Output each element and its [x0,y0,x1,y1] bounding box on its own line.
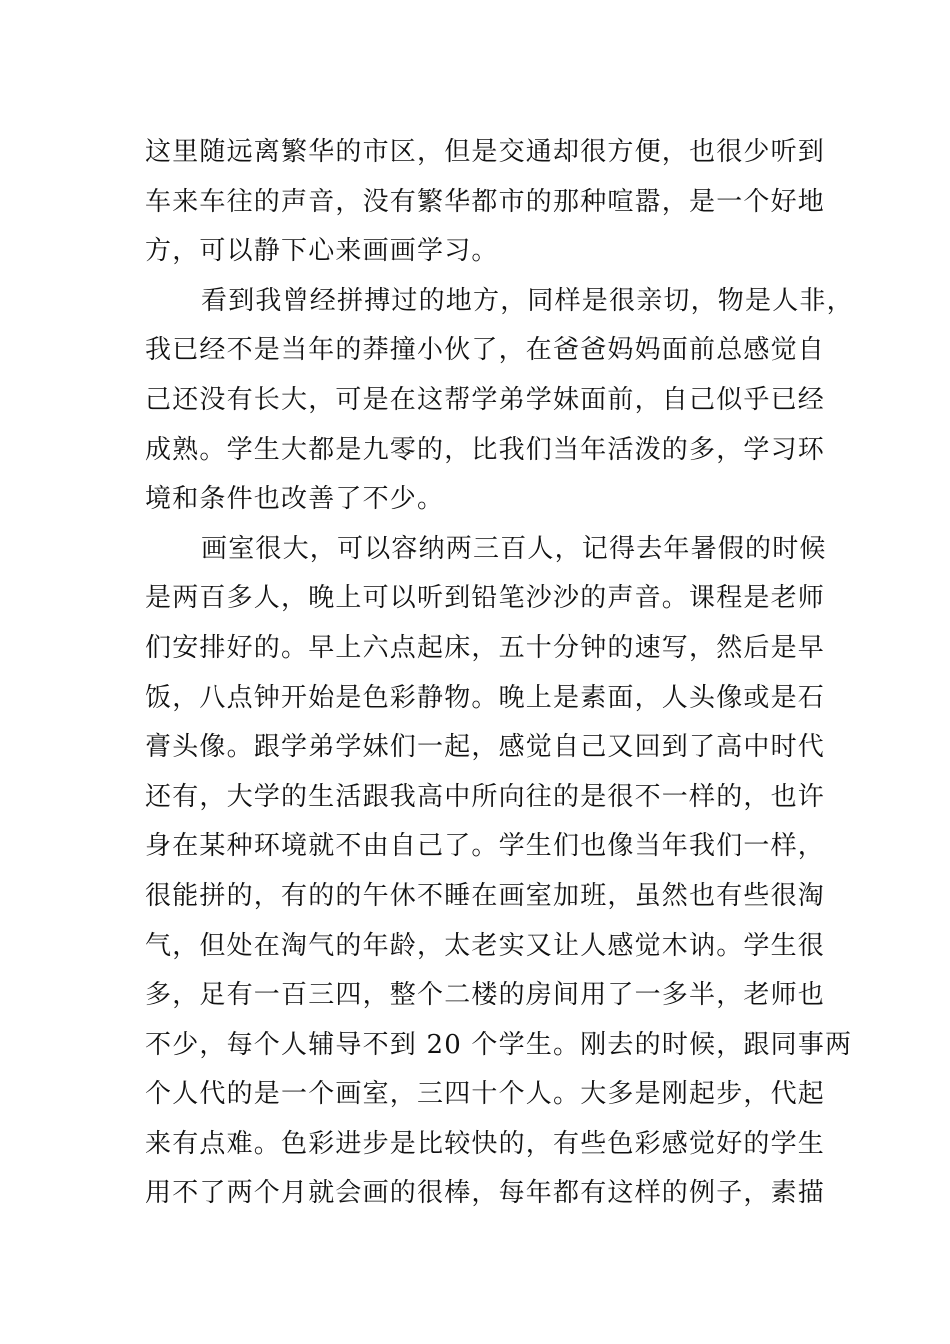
text-line: 画室很大，可以容纳两三百人，记得去年暑假的时候 [201,533,827,564]
text-line: 个人代的是一个画室，三四十个人。大多是刚起步，代起 [145,1079,826,1110]
paragraph-3 [145,525,853,1219]
document-body [145,128,854,1219]
text-line: 多，足有一百三四，整个二楼的房间用了一多半，老师也 [145,980,826,1011]
text-line: 不少，每个人辅导不到 20 个学生。刚去的时候，跟同事两 [145,1029,853,1060]
text-line: 气，但处在淘气的年龄，太老实又让人感觉木讷。学生很 [145,930,826,961]
text-line: 看到我曾经拼搏过的地方，同样是很亲切，物是人非， [201,285,854,316]
text-line: 境和条件也改善了不少。 [145,484,445,515]
text-line: 己还没有长大，可是在这帮学弟学妹面前，自己似乎已经 [145,384,826,415]
text-line: 成熟。学生大都是九零的，比我们当年活泼的多，学习环 [145,434,826,465]
text-line: 用不了两个月就会画的很棒，每年都有这样的例子，素描 [145,1178,826,1209]
text-line: 方，可以静下心来画画学习。 [145,236,499,267]
text-line: 这里随远离繁华的市区，但是交通却很方便，也很少听到 [145,137,826,167]
text-line: 车来车往的声音，没有繁华都市的那种喧嚣，是一个好地 [145,186,826,217]
text-line: 身在某种环境就不由自己了。学生们也像当年我们一样， [145,831,826,862]
text-line: 很能拼的，有的的午休不睡在画室加班，虽然也有些很淘 [145,880,826,911]
paragraph-2 [145,277,854,525]
paragraph-1 [145,128,826,277]
text-line: 饭，八点钟开始是色彩静物。晚上是素面，人头像或是石 [145,682,826,713]
text-line: 是两百多人，晚上可以听到铅笔沙沙的声音。课程是老师 [145,583,826,614]
text-line: 还有，大学的生活跟我高中所向往的是很不一样的，也许 [145,781,826,812]
text-line: 们安排好的。早上六点起床，五十分钟的速写，然后是早 [145,632,826,663]
text-line: 膏头像。跟学弟学妹们一起，感觉自己又回到了高中时代 [145,732,826,763]
text-line: 来有点难。色彩进步是比较快的，有些色彩感觉好的学生 [145,1128,826,1159]
text-line: 我已经不是当年的莽撞小伙了，在爸爸妈妈面前总感觉自 [145,335,826,366]
